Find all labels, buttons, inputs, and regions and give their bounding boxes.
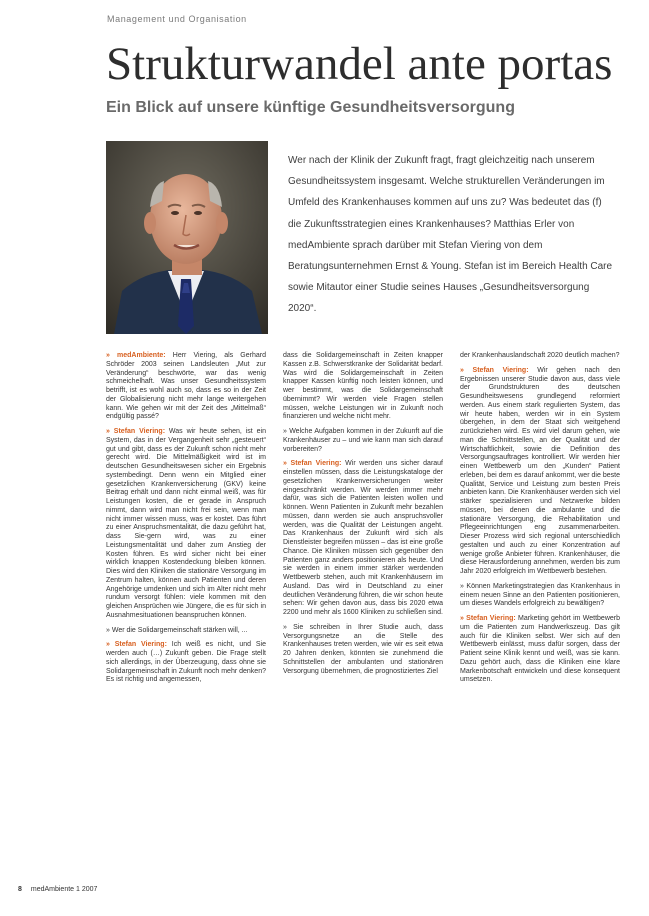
headline: Strukturwandel ante portas: [106, 38, 613, 90]
speaker-label: » Stefan Viering:: [460, 615, 516, 622]
subheadline: Ein Blick auf unsere künftige Gesundheitsversorgung: [106, 99, 515, 116]
speaker-label: » Stefan Viering:: [283, 460, 342, 468]
interview-paragraph: [460, 352, 620, 361]
interview-paragraph: [460, 583, 620, 609]
paragraph-text: » Sie schreiben in Ihrer Studie auch, dass Versorgungsnetze an die Stelle des Krankenhauses treten werden, wie wir es seit etwa 20 Jahren denken, könnten sie zunehmend die Schnittstellen der ambulanten und stationären Versorgung übernehmen, die prognostiziertes Ziel: [283, 623, 443, 675]
text-column-3: [460, 352, 620, 691]
page-number: 8: [18, 886, 22, 893]
speaker-label: » medAmbiente:: [106, 352, 166, 359]
paragraph-text: Marketing gehört im Wettbewerb um die Patienten zum Handwerkszeug. Das gilt auch für die Kliniken selbst. Wer sich auf den Wettbewerb einlässt, muss dafür sorgen, dass der Patient seine Klinik kennt und weiß, was sie kann. Dazu gehört auch, dass die Kliniken eine klare Markenbotschaft entwickeln und diese konsequent umsetzen.: [460, 615, 620, 684]
interview-paragraph: [106, 641, 266, 685]
interview-paragraph: [283, 352, 443, 422]
interview-paragraph: [460, 615, 620, 685]
section-label: Management und Organisation: [107, 14, 247, 24]
paragraph-text: » Wer die Solidargemeinschaft stärken will, ...: [106, 626, 248, 634]
paragraph-text: » Können Marketingstrategien das Krankenhaus in einem neuen Sinne an den Patienten positionieren, um dieses Wandels erfolgreich zu bewältigen?: [460, 582, 620, 608]
interview-paragraph: [106, 352, 266, 422]
intro-text: Wer nach der Klinik der Zukunft fragt, fragt gleichzeitig nach unserem Gesundheitssystem insgesamt. Welche strukturellen Veränderungen im Umfeld des Krankenhauses kommen auf uns zu? Was bedeutet das (f) die Zukunftsstrategien eines Krankenhauses? Matthias Erler von medAmbiente sprach darüber mit Stefan Viering von dem Beratungsunternehmen Ernst & Young. Stefan ist im Bereich Health Care sowie Mitautor einer Studie seines Hauses „Gesundheitsversorgung 2020“.: [288, 155, 613, 315]
interview-paragraph: [106, 428, 266, 621]
paragraph-text: » Welche Aufgaben kommen in der Zukunft auf die Krankenhäuser zu – und wie kann man sich darauf vorbereiten?: [283, 428, 443, 453]
paragraph-text: Wir gehen nach den Ergebnissen unserer Studie davon aus, dass viele der Grundstrukturen des deutschen Gesundheitswesens grundlegend reformiert werden. Aus einem stark regulierten System, das wir heute haben, werden wir in ein System übergehen, in dem der Staat sich weitgehend zurückziehen wird. Es wird viel darum gehen, wie man die Schnittstellen, an der Qualität und der Wirtschaftlichkeit, sowie die Definition des Versorgungsauftrages kontrolliert. Wir werden hier einen Wettbewerb um den „Kunden“ Patient erleben, bei dem es darauf ankommt, wer die beste Qualität, Service und Leistung zum besten Preis anbieten kann. Die Krankenhäuser werden sich viel stärker spezialisieren und Netzwerke bilden müssen, bei denen die ambulante und die stationäre Versorgung, die Rehabilitation und Pflegeeinrichtungen eng zusammenarbeiten. Dieser Prozess wird sich regional unterschiedlich gestalten und auch zu einer Konzentration auf wenige große Anbieter führen. Krankenhäuser, die diese Herausforderung annehmen, werden bis zum Jahr 2020 erfolgreich im Wettbewerb bestehen.: [460, 366, 620, 575]
speaker-label: » Stefan Viering:: [106, 641, 167, 649]
text-column-2: [283, 352, 443, 682]
interview-paragraph: [283, 460, 443, 618]
paragraph-text: Wir werden uns sicher darauf einstellen müssen, dass die Leistungskataloge der gesetzlichen Krankenversicherungen weiter eingeschränkt werden. Wir werden immer mehr dafür, was sich die Patienten leisten wollen und können. Wenn Patienten in Zukunft mehr bezahlen müssen, dann werden sie auch anspruchsvoller werden, was die Qualität der Leistungen angeht. Das Krankenhaus der Zukunft wird sich als Dienstleister begreifen müssen – das ist eine große Chance. Die Kliniken müssen sich gegenüber den Patienten ganz anders positionieren als heute. Und sie werden in einem immer stärker werdenden Wettbewerb stehen, auch mit Krankenhäusern im Ausland. Das wird in Deutschland zu einer deutlichen Veränderung führen, die wir schon heute sehen: Wir gehen davon aus, dass bis 2020 etwa 2200 und mehr als 1600 Kliniken zu schließen sind.: [283, 460, 444, 616]
paragraph-text: Herr Viering, als Gerhard Schröder 2003 seinen Landsleuten „Mut zur Veränderung“ beschwörte, war das wenig schmeichelhaft. Was unser Gesundheitssystem betrifft, ist es wohl auch so, dass es so in der Zeit der Globalisierung nicht mehr lange weitergehen kann. Wie gehen wir mit der Zeit des „Mittelmaß“ endgültig passé?: [106, 352, 266, 421]
paragraph-text: dass die Solidargemeinschaft in Zeiten knapper Kassen z.B. Schwerstkranke der Solidarität bedarf. Was wird die Solidargemeinschaft in Zeiten knapper Kassen künftig noch leisten können, und wer bestimmt, was die Solidargemeinschaft übernimmt? Wir werden viele Fragen stellen müssen, welche Leistungen wir in Zukunft noch finanzieren und welche nicht mehr.: [283, 352, 443, 421]
speaker-label: » Stefan Viering:: [106, 428, 166, 435]
page-footer: [18, 886, 97, 893]
intro-paragraph: [288, 150, 613, 320]
speaker-label: » Stefan Viering:: [460, 366, 529, 374]
interview-paragraph: [283, 624, 443, 677]
interview-paragraph: [283, 428, 443, 454]
portrait-photo: [106, 141, 268, 334]
paragraph-text: Was wir heute sehen, ist ein System, das in der Vergangenheit sehr „gesteuert“ gut und gibt, dass es der Zukunft schon nicht mehr gerecht wird. Die Mittelmäßigkeit wird ist im deutschen Gesundheitswesen sicher ein Ergebnis systembedingt. Denn wenn ein Mitglied einer gesetzlichen Krankenversicherung (GKV) keine Beitrag erhält und dann nicht einmal weiß, was für Leistungen kosten, die er gerade in Anspruch nimmt, dann wird man nicht frei sein, wenn man nicht immer wissen muss, was er kostet. Das führt zu einer Anspruchsmentalität, die dazu geführt hat, dass Sie-gern wird, was zu einer Leistungsmentalität und daher zum Anstieg der Kosten führen. Es wird sicher nicht bei einer wirklich knappen Kostendeckung bleiben können. Dies wird den Kliniken die stationäre Versorgung im Zentrum halten, können auch Patienten und deren Angehörige umdenken und sich im Alter nicht mehr rundum versorgt fühlen: viele kommen mit den gleichen Ansprüchen wie Jüngere, die es für sich in Ausnahmesituationen beanspruchen können.: [106, 428, 266, 619]
interview-paragraph: [460, 367, 620, 577]
paragraph-text: Ich weiß es nicht, und Sie werden auch (…) Zukunft geben. Die Frage stellt sich allerdings, in der Überzeugung, dass ohne sie Solidargemeinschaft in Zukunft noch mehr denken? Es ist richtig und angemessen,: [106, 641, 266, 684]
magazine-issue: medAmbiente 1 2007: [30, 886, 98, 893]
portrait-illustration: [106, 141, 268, 334]
interview-paragraph: [106, 627, 266, 636]
paragraph-text: der Krankenhauslandschaft 2020 deutlich machen?: [460, 352, 620, 359]
text-column-1: [106, 352, 266, 691]
